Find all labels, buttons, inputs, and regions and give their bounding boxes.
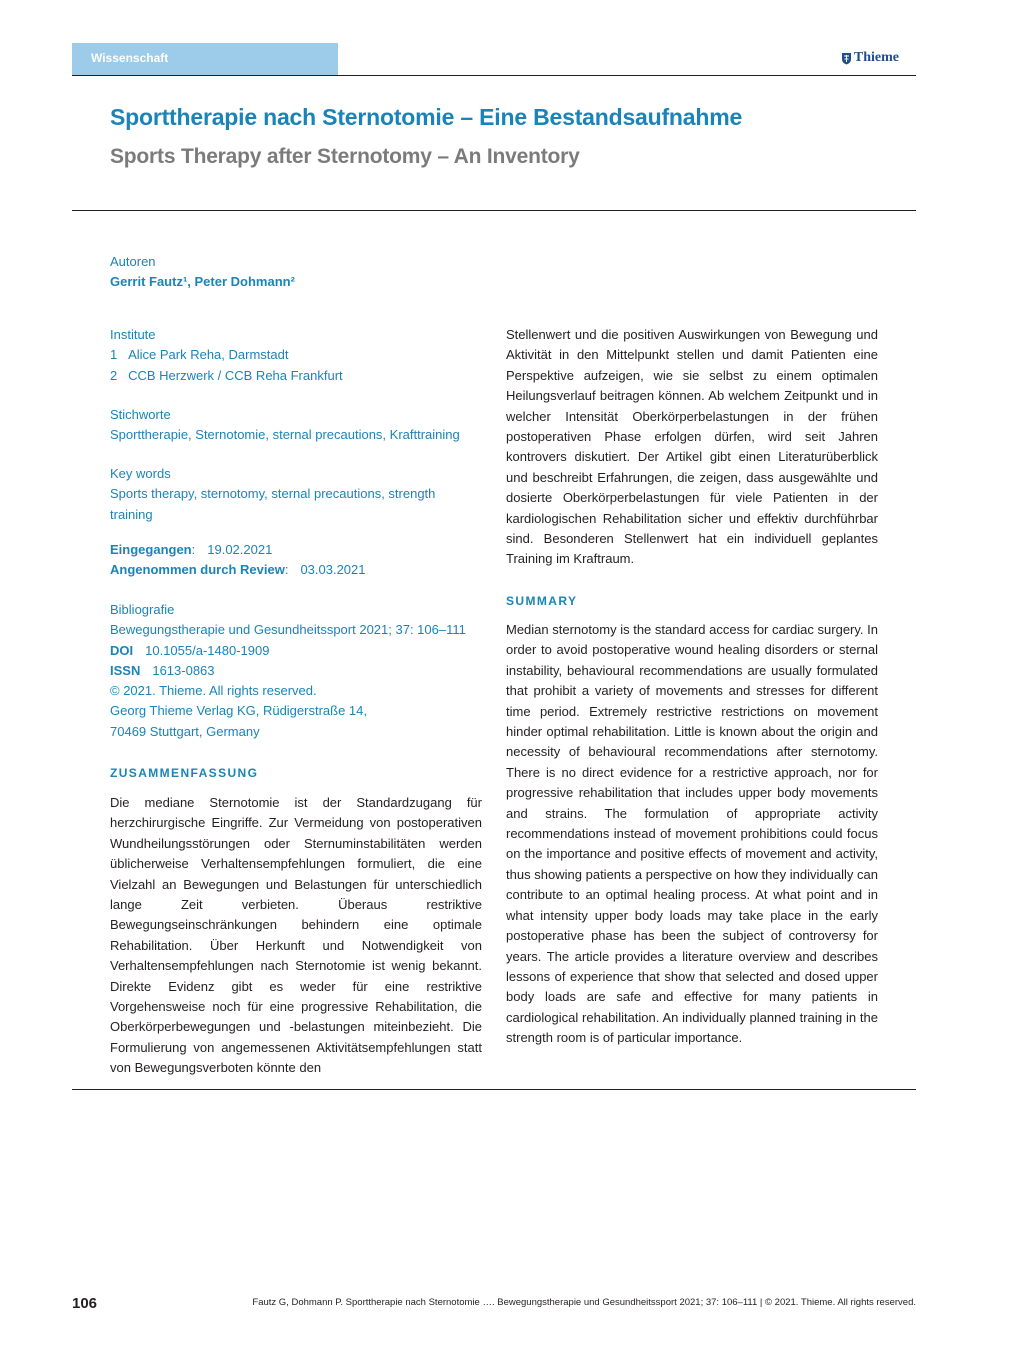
journal-citation: Bewegungstherapie und Gesundheitssport 2021; 37: 106–111: [110, 622, 466, 638]
keywords-block: [110, 464, 490, 525]
title-rule: [72, 210, 916, 211]
title-english: Sports Therapy after Sternotomy – An Inventory: [110, 145, 580, 168]
zusammenfassung-text: Die mediane Sternotomie ist der Standardzugang für herzchirurgische Eingriffe. Zur Vermeidung von postoperativen Wundheilungsstörungen oder Sternuminstabilitäten werden üblicherweise Verhaltensempfehlungen formuliert, die eine Vielzahl an Bewegungen und Belastungen für unterschiedlich lange Zeit verbieten. Überaus restriktive Bewegungseinschränkungen behindern eine optimale Rehabilitation. Über Herkunft und Notwendigkeit von Verhaltensempfehlungen nach Sternotomie ist wenig bekannt. Direkte Evidenz gibt es weder für eine restriktive Vorgehensweise noch für eine progressive Rehabilitation, die Oberkörperbewegungen und -belastungen miteinbezieht. Die Formulierung von angemessenen Aktivitätsempfehlungen statt von Bewegungsverboten könnte den: [110, 795, 482, 1076]
received-value: 19.02.2021: [207, 542, 273, 557]
bibliography-block: [110, 600, 490, 742]
received-date: Eingegangen: 19.02.2021: [110, 542, 273, 557]
zusammenfassung-heading: ZUSAMMENFASSUNG: [110, 766, 259, 780]
dates-block: [110, 540, 490, 581]
header-rule: [72, 75, 916, 76]
institute-number: 2: [110, 367, 118, 383]
institute-name: CCB Herzwerk / CCB Reha Frankfurt: [128, 367, 343, 383]
institutes-block: [110, 325, 490, 386]
bibliography-heading: Bibliografie: [110, 602, 175, 617]
section-label: Wissenschaft: [72, 43, 338, 75]
issn-value: 1613-0863: [152, 662, 215, 678]
stichworte-heading: Stichworte: [110, 407, 171, 422]
publisher-address: Georg Thieme Verlag KG, Rüdigerstraße 14,: [110, 703, 367, 719]
stichworte-text: Sporttherapie, Sternotomie, sternal precautions, Krafttraining: [110, 427, 460, 443]
keywords-heading: Key words: [110, 466, 171, 481]
summary-heading: SUMMARY: [506, 594, 578, 608]
author-names: Gerrit Fautz¹, Peter Dohmann²: [110, 274, 295, 290]
issn-line: [110, 661, 490, 681]
footer-citation: Fautz G, Dohmann P. Sporttherapie nach Sternotomie …. Bewegungstherapie und Gesundheitssport 2021; 37: 106–111 | © 2021. Thieme. All rights reserved.: [252, 1297, 916, 1308]
accepted-date: Angenommen durch Review: 03.03.2021: [110, 562, 366, 578]
thieme-crest-icon: [841, 52, 852, 65]
doi-line: [110, 641, 490, 661]
doi-label: DOI: [110, 642, 134, 658]
institutes-heading: Institute: [110, 327, 156, 342]
publisher-address: 70469 Stuttgart, Germany: [110, 723, 260, 739]
institute-item: [110, 345, 490, 365]
publisher-name: Thieme: [853, 50, 899, 65]
accepted-label: Angenommen durch Review: [110, 562, 285, 578]
zusammenfassung-text-continued: Stellenwert und die positiven Auswirkungen von Bewegung und Aktivität in den Mittelpunkt stellen und damit Patienten eine Perspektive aufzeigen, wie sie selbst zu einem optimalen Heilungsverlauf beitragen können. Ab welchem Zeitpunkt und in welcher Intensität Oberkörperbelastungen in der frühen postoperativen Phase erfolgen dürfen, wird seit Jahren kontrovers diskutiert. Der Artikel gibt einen Literaturüberblick und beschreibt Erfahrungen, die zeigen, dass ausgewählte und dosierte Oberkörperbelastungen für viele Patienten in der kardiologischen Rehabilitation sicher und effektiv durchführbar sind. Besonderen Stellenwert hat ein individuell geplantes Training im Kraftraum.: [506, 327, 878, 567]
institute-item: [110, 366, 490, 386]
copyright: © 2021. Thieme. All rights reserved.: [110, 683, 317, 699]
page-number: 106: [72, 1295, 98, 1312]
accepted-value: 03.03.2021: [300, 562, 366, 578]
publisher-logo: [841, 48, 899, 68]
authors-block: [110, 252, 490, 293]
abstract-bottom-rule: [72, 1089, 916, 1090]
summary-text: Median sternotomy is the standard access for cardiac surgery. In order to avoid postoperative wound healing disorders or sternal instability, behavioural recommendations are usually formulated that prohibit a variety of movements and stresses for different time period. Extremely restrictive restrictions on movement hinder optimal rehabilitation. Little is known about the origin and necessity of behavioural recommendations after sternotomy. There is no direct evidence for a restrictive approach, nor for progressive rehabilitation that includes upper body movements and strains. The formulation of appropriate activity recommendations instead of movement prohibitions could focus on the importance and positive effects of movement and activity, thus showing patients a perspective on how they individually can contribute to an optimal healing process. At what point and in what intensity upper body loads may take place in the early postoperative phase has been the subject of controversy for years. The article provides a literature overview and describes lessons of experience that show that selected and dosed upper body loads are safe and effective for many patients in cardiological rehabilitation. An individually planned training in the strength room is of particular importance.: [506, 622, 878, 1046]
received-label: Eingegangen: [110, 542, 192, 557]
keywords-line: training: [110, 506, 153, 522]
institute-name: Alice Park Reha, Darmstadt: [128, 347, 289, 363]
keywords-line: Sports therapy, sternotomy, sternal precautions, strength: [110, 486, 436, 502]
institute-number: 1: [110, 347, 118, 363]
doi-link[interactable]: 10.1055/a-1480-1909: [145, 642, 270, 658]
authors-heading: Autoren: [110, 254, 156, 269]
stichworte-block: [110, 405, 490, 446]
issn-label: ISSN: [110, 662, 141, 678]
title-german: Sporttherapie nach Sternotomie – Eine Bestandsaufnahme: [110, 104, 743, 130]
